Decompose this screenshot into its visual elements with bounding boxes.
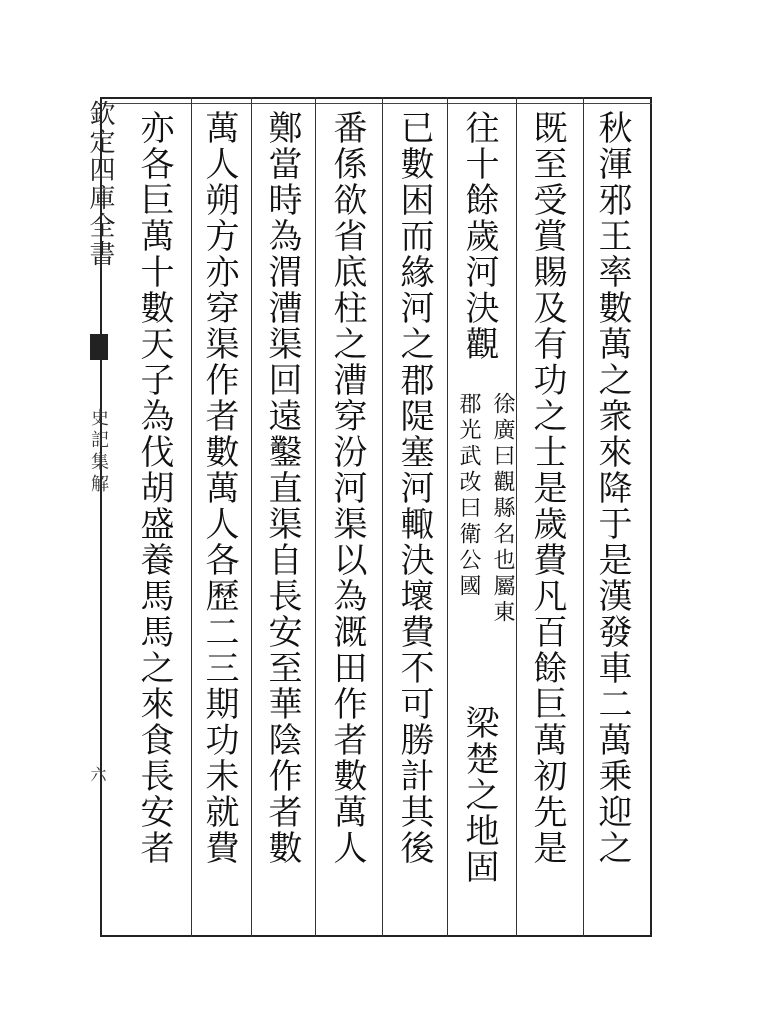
- column-divider: [315, 97, 316, 937]
- column-divider: [447, 97, 448, 937]
- annotation-line-2: 郡光武改曰衛公國: [456, 392, 481, 600]
- top-border-line: [100, 103, 652, 104]
- text-column-6: 鄭當時為渭漕渠回遠鑿直渠自長安至華陰作者數: [262, 110, 302, 866]
- column-divider: [583, 97, 584, 937]
- column-divider: [251, 97, 252, 937]
- text-column-8: 亦各巨萬十數天子為伐胡盛養馬馬之來食長安者: [134, 110, 174, 866]
- column-divider: [516, 97, 517, 937]
- book-title: 欽定四庫全書: [85, 100, 115, 268]
- text-column-4: 已數困而緣河之郡隄塞河輙決壞費不可勝計其後: [394, 110, 434, 866]
- text-column-5: 番係欲省底柱之漕穿汾河渠以為溉田作者數萬人: [327, 110, 367, 866]
- column-divider: [382, 97, 383, 937]
- text-column-7: 萬人朔方亦穿渠作者數萬人各歷二三期功未就費: [199, 110, 239, 866]
- text-column-3-continued: 梁楚之地固: [459, 705, 499, 885]
- page-number: 六: [88, 766, 107, 782]
- text-column-2: 既至受賞賜及有功之士是歲費凡百餘巨萬初先是: [527, 110, 567, 866]
- column-divider: [191, 97, 192, 937]
- section-title: 史記集解: [88, 408, 109, 496]
- annotation-line-1: 徐廣曰觀縣名也屬東: [490, 392, 515, 626]
- page-border: [100, 97, 652, 937]
- text-column-1: 秋渾邪王率數萬之衆來降于是漢發車二萬乗迎之: [592, 110, 632, 866]
- text-column-3: 往十餘歲河決觀: [459, 110, 499, 362]
- fishtail-mark: [90, 334, 108, 360]
